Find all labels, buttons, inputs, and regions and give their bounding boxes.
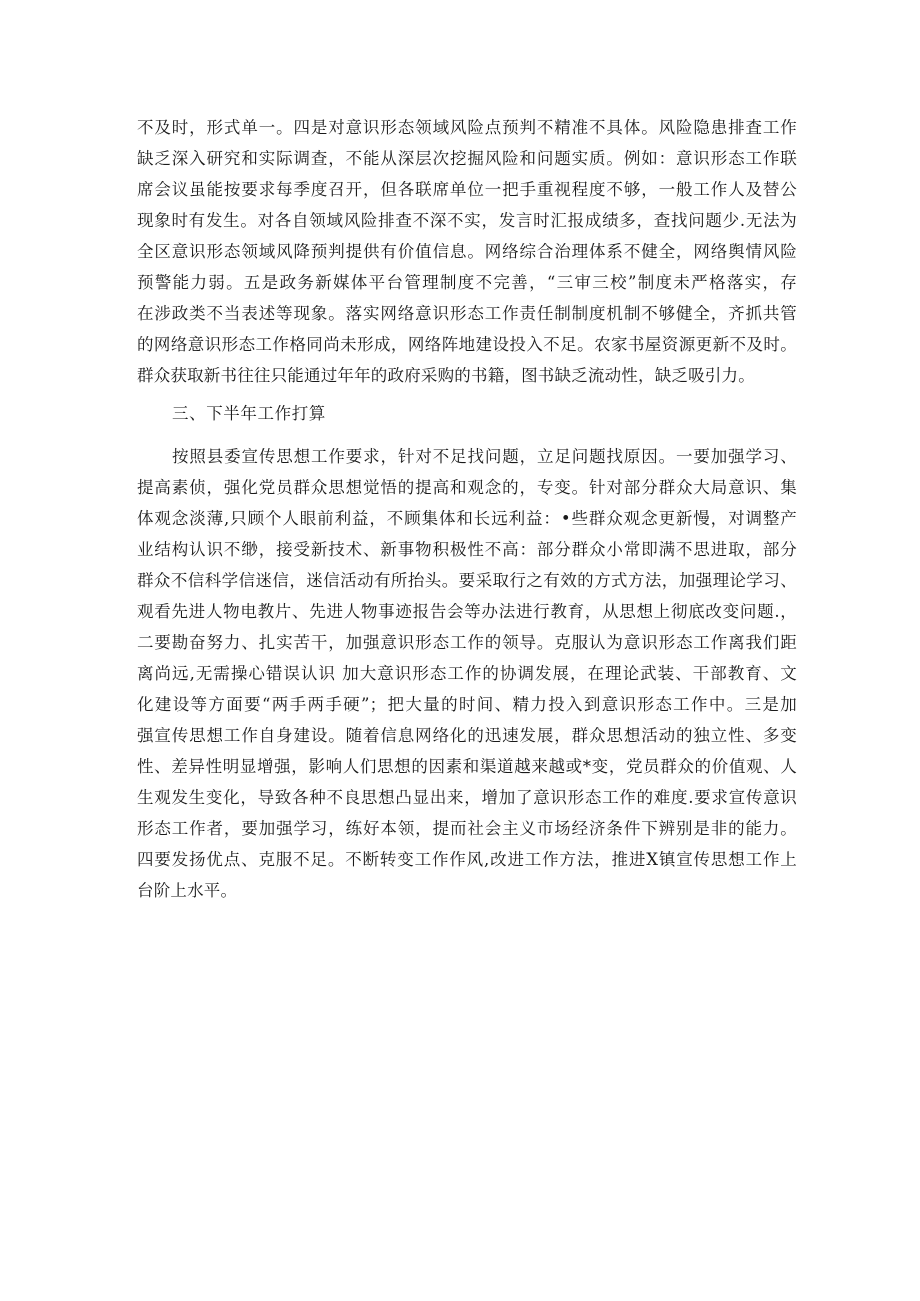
paragraph-line: 二要勘奋努力、扎实苦干，加强意识形态工作的领导。克服认为意识形态工作离我们距 bbox=[137, 633, 797, 652]
paragraph-line: 性、差异性明显增强，影响人们思想的因素和渠道越来越或*变，党员群众的价值观、人 bbox=[137, 757, 797, 776]
paragraph-line: 形态工作者，要加强学习，练好本领，提而社会主义市场经济条件下辨别是非的能力。 bbox=[137, 819, 797, 838]
paragraph-line: 观看先进人物电教片、先进人物事迹报告会等办法进行教育，从思想上彻底改变问题.， bbox=[137, 602, 797, 621]
paragraph-line: 现象时有发生。对各自领域风险排查不深不实，发言时汇报成绩多，查找问题少.无法为 bbox=[137, 211, 797, 230]
paragraph-line: 全区意识形态领域风降预判提供有价值信息。网络综合治理体系不健全，网络舆情风险 bbox=[137, 242, 797, 261]
paragraph-line: 群众不信科学信迷信，迷信活动有所抬头。要采取行之有效的方式方法，加强理论学习、 bbox=[137, 571, 797, 590]
paragraph-line: 群众获取新书往往只能通过年年的政府采购的书籍，图书缺乏流动性，缺乏吸引力。 bbox=[137, 366, 755, 385]
paragraph-line: 化建设等方面要“两手两手硬”；把大量的时间、精力投入到意识形态工作中。三是加 bbox=[137, 695, 797, 714]
section-heading: 三、下半年工作打算 bbox=[172, 404, 326, 423]
paragraph-line: 台阶上水平。 bbox=[137, 881, 238, 900]
paragraph-line: 强宣传思想工作自身建设。随着信息网络化的迅速发展，群众思想活动的独立性、多变 bbox=[137, 726, 797, 745]
paragraph-line: 不及时，形式单一。四是对意识形态领域风险点预判不精准不具体。风险隐患排査工作 bbox=[137, 118, 797, 137]
paragraph-line: 在涉政类不当表述等现象。落实网络意识形态工作责任制制度机制不够健全，齐抓共管 bbox=[137, 304, 797, 323]
paragraph-line: 生观发生变化，导致各种不良思想凸显出来，增加了意识形态工作的难度.要求宣传意识 bbox=[137, 788, 797, 807]
paragraph-line: 四要发扬优点、克服不足。不断转变工作作风,改进工作方法，推进X镇宣传思想工作上 bbox=[137, 850, 797, 869]
paragraph-line: 缺乏深入研究和实际调查，不能从深层次挖掘风险和问题实质。例如：意识形态工作联 bbox=[137, 149, 797, 168]
paragraph-line: 的网络意识形态工作格同尚未形成，网络阵地建设投入不足。农家书屋资源更新不及时。 bbox=[137, 335, 797, 354]
paragraph-line: 体观念淡薄,只顾个人眼前利益，不顾集体和长远利益：•些群众观念更新慢，对调整产 bbox=[137, 509, 797, 528]
paragraph-line: 离尚远,无需操心错误认识 加大意识形态工作的协调发展，在理论武装、干部教育、文 bbox=[137, 664, 797, 683]
paragraph-line: 提高素侦，强化党员群众思想觉悟的提高和观念的，专变。针对部分群众大局意识、集 bbox=[137, 478, 797, 497]
paragraph-line: 席会议虽能按要求每季度召开，但各联席单位一把手重视程度不够，一般工作人及替公 bbox=[137, 180, 797, 199]
paragraph-line: 业结构认识不缈，接受新技术、新事物积极性不高：部分群众小常即满不思进取，部分 bbox=[137, 540, 797, 559]
paragraph-line: 按照县委宣传思想工作要求，针对不足找问题，立足问题找原因。一要加强学习、 bbox=[172, 447, 797, 466]
paragraph-line: 预警能力弱。五是政务新媒体平台管理制度不完善，“三审三校”制度未严格落实，存 bbox=[137, 273, 797, 292]
